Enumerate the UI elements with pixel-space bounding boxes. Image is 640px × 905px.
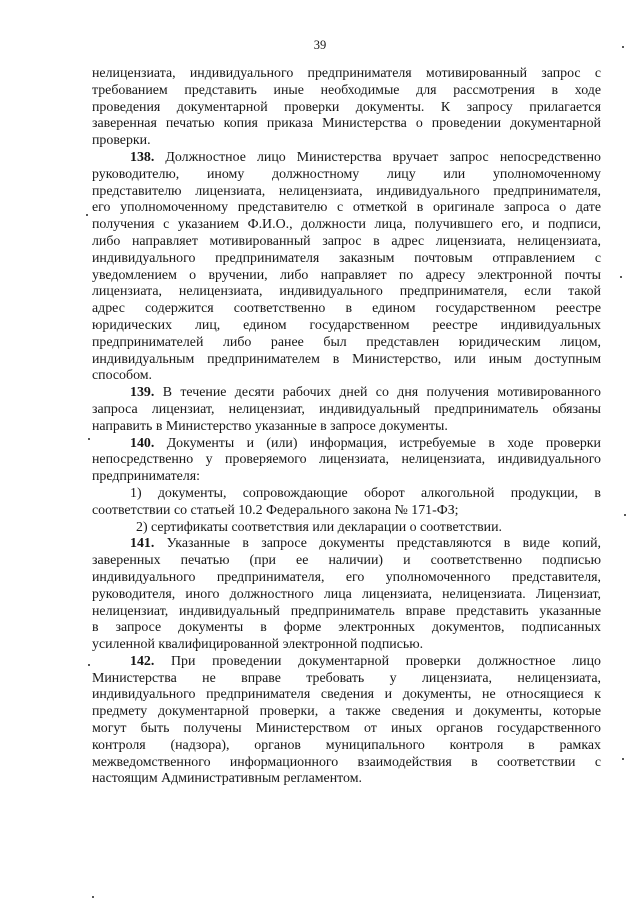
paragraph-138: [92, 150, 601, 385]
list-item-2: [92, 520, 601, 537]
text-line: проверки.: [92, 133, 151, 149]
text-line: контроля (надзора), органов муниципального контроля в рамках: [92, 737, 601, 753]
text-line: предпринимателя:: [92, 469, 201, 485]
scan-speck: [86, 214, 88, 216]
text-line: получения с указанием Ф.И.О., должности лица, получившего его, и подписи,: [92, 217, 601, 233]
text-line: 140. Документы и (или) информация, истребуемые в ходе проверки: [130, 435, 601, 451]
text-line: заверенная печатью копия приказа Министерства о проведении документарной: [92, 116, 601, 132]
text-line: уведомлением о вручении, либо направляет по адресу электронной почты: [92, 267, 601, 283]
text-line: нелицензиата, индивидуального предпринимателя мотивированный запрос с: [92, 66, 601, 81]
text-line: 141. Указанные в запросе документы представляются в виде копий,: [130, 536, 601, 552]
paragraph-142: [92, 654, 601, 788]
text-line: 138. Должностное лицо Министерства вручает запрос непосредственно: [130, 149, 601, 165]
paragraph-140: [92, 436, 601, 486]
text-line: способом.: [92, 368, 153, 384]
text-line: требованием представить иные необходимые для рассмотрения в ходе: [92, 82, 601, 98]
paragraph-continuation: [92, 66, 601, 150]
text-line: лицензиата, нелицензиата, индивидуального предпринимателя, если такой: [92, 284, 601, 300]
text-line: 142. При проведении документарной проверки должностное лицо: [130, 653, 601, 669]
text-line: представителю лицензиата, нелицензиата, индивидуального предпринимателя,: [92, 183, 601, 199]
text-line: 139. В течение десяти рабочих дней со дня получения мотивированного: [130, 385, 601, 401]
text-line: предмету документарной проверки, а также сведения и документы, которые: [92, 704, 601, 720]
text-line: в запросе документы в форме электронных документов, подписанных: [92, 620, 601, 636]
text-line: его уполномоченному представителю с отметкой в оригинале запроса о дате: [92, 200, 601, 216]
scan-speck: [92, 896, 94, 898]
text-line: индивидуального предпринимателя сведения и документы, не относящиеся к: [92, 687, 601, 703]
text-line: индивидуальным предпринимателем в Министерство, или иным доступным: [92, 351, 601, 367]
text-line: заверенных печатью (при ее наличии) и соответственно подписью: [92, 553, 601, 569]
paragraph-number: 139.: [130, 385, 155, 401]
text-line: Министерства не вправе требовать у лицензиата, нелицензиата,: [92, 670, 601, 686]
paragraph-141: [92, 536, 601, 654]
text-line: могут быть получены Министерством от иных органов государственного: [92, 721, 601, 737]
text-line: запроса лицензиат, нелицензиат, индивидуальный предприниматель обязаны: [92, 401, 601, 417]
text-line: направить в Министерство указанные в запросе документы.: [92, 418, 448, 434]
text-line: усиленной квалифицированной электронной подписью.: [92, 637, 424, 653]
text-line: руководителю, иному должностному лицу или уполномоченному: [92, 166, 601, 182]
paragraph-number: 141.: [130, 536, 155, 552]
scan-speck: [622, 46, 624, 48]
scan-speck: [620, 276, 622, 278]
paragraph-number: 138.: [130, 149, 155, 165]
text-line: предпринимателей либо ранее был представлен юридическим лицом,: [92, 334, 601, 350]
text-line: индивидуального предпринимателя, его уполномоченного представителя,: [92, 569, 601, 585]
text-line: адрес содержится соответственно в едином государственном реестре: [92, 301, 601, 317]
text-line: межведомственного информационного взаимодействия в соответствии с: [92, 754, 601, 770]
text-line: непосредственно у проверяемого лицензиата, нелицензиата, индивидуального: [92, 452, 601, 468]
text-line: индивидуального предпринимателя заказным почтовым отправлением с: [92, 250, 601, 266]
text-line: 1) документы, сопровождающие оборот алкогольной продукции, в: [130, 485, 601, 501]
text-line: руководителя, иного должностного лица лицензиата, нелицензиата. Лицензиат,: [92, 586, 601, 602]
scan-speck: [88, 438, 90, 440]
text-line: 2) сертификаты соответствия или декларации о соответствии.: [136, 519, 502, 535]
text-line: проведения документарной проверки документы. К запросу прилагается: [92, 99, 601, 115]
paragraph-number: 140.: [130, 435, 155, 451]
scan-speck: [622, 758, 624, 760]
paragraph-number: 142.: [130, 653, 155, 669]
list-item-1: [92, 486, 601, 520]
text-line: настоящим Административным регламентом.: [92, 771, 362, 787]
text-line: либо направляет мотивированный запрос в адрес лицензиата, нелицензиата,: [92, 233, 601, 249]
scan-speck: [88, 664, 90, 666]
page-number: 39: [313, 38, 327, 52]
paragraph-139: [92, 385, 601, 435]
text-line: юридических лиц, едином государственном реестре индивидуальных: [92, 317, 601, 333]
text-line: нелицензиат, индивидуальный предприниматель вправе представить указанные: [92, 603, 601, 619]
scan-speck: [624, 514, 626, 516]
document-body: [92, 66, 601, 788]
text-line: соответствии со статьей 10.2 Федерального закона № 171-ФЗ;: [92, 502, 459, 518]
